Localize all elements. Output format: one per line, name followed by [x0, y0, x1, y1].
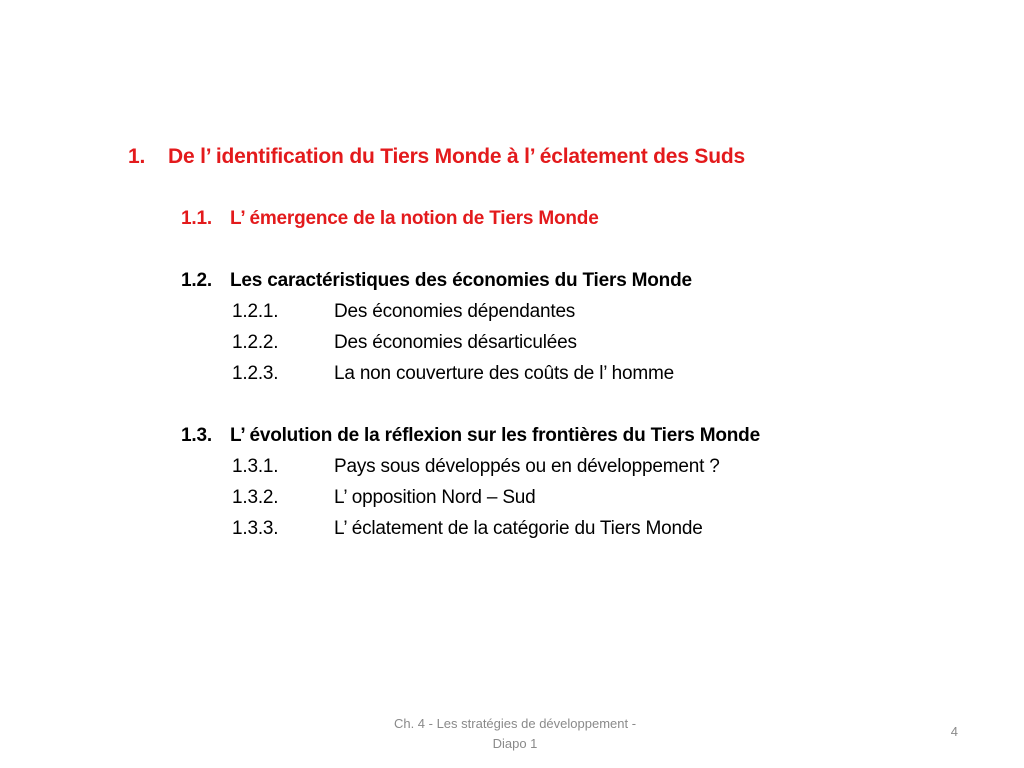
item-number: 1.3.3. — [232, 518, 279, 539]
item-label: Des économies dépendantes — [334, 301, 576, 322]
item-number: 1.2.1. — [232, 301, 279, 322]
item-label: Des économies désarticulées — [334, 332, 577, 353]
subsection-number: 1.1. — [181, 208, 212, 229]
subsection-title: Les caractéristiques des économies du Tiers Monde — [230, 270, 692, 291]
section-title: De l’ identification du Tiers Monde à l’ éclatement des Suds — [168, 145, 745, 168]
subsection-title: L’ évolution de la réflexion sur les frontières du Tiers Monde — [230, 425, 760, 446]
item-number: 1.2.3. — [232, 363, 279, 384]
subsection-title: L’ émergence de la notion de Tiers Monde — [230, 208, 599, 229]
item-number: 1.2.2. — [232, 332, 279, 353]
item-label: La non couverture des coûts de l’ homme — [334, 363, 675, 384]
subsection-number: 1.3. — [181, 425, 212, 446]
item-number: 1.3.2. — [232, 487, 279, 508]
item-label: L’ opposition Nord – Sud — [334, 487, 536, 508]
item-label: Pays sous développés ou en développement ? — [334, 456, 720, 477]
item-number: 1.3.1. — [232, 456, 279, 477]
slide-footer — [360, 714, 670, 754]
page-number: 4 — [950, 724, 958, 739]
footer-line: Diapo 1 — [492, 736, 538, 751]
footer-line: Ch. 4 - Les stratégies de développement - — [393, 716, 637, 731]
item-label: L’ éclatement de la catégorie du Tiers Monde — [334, 518, 703, 539]
section-number: 1. — [128, 145, 146, 168]
subsection-number: 1.2. — [181, 270, 212, 291]
